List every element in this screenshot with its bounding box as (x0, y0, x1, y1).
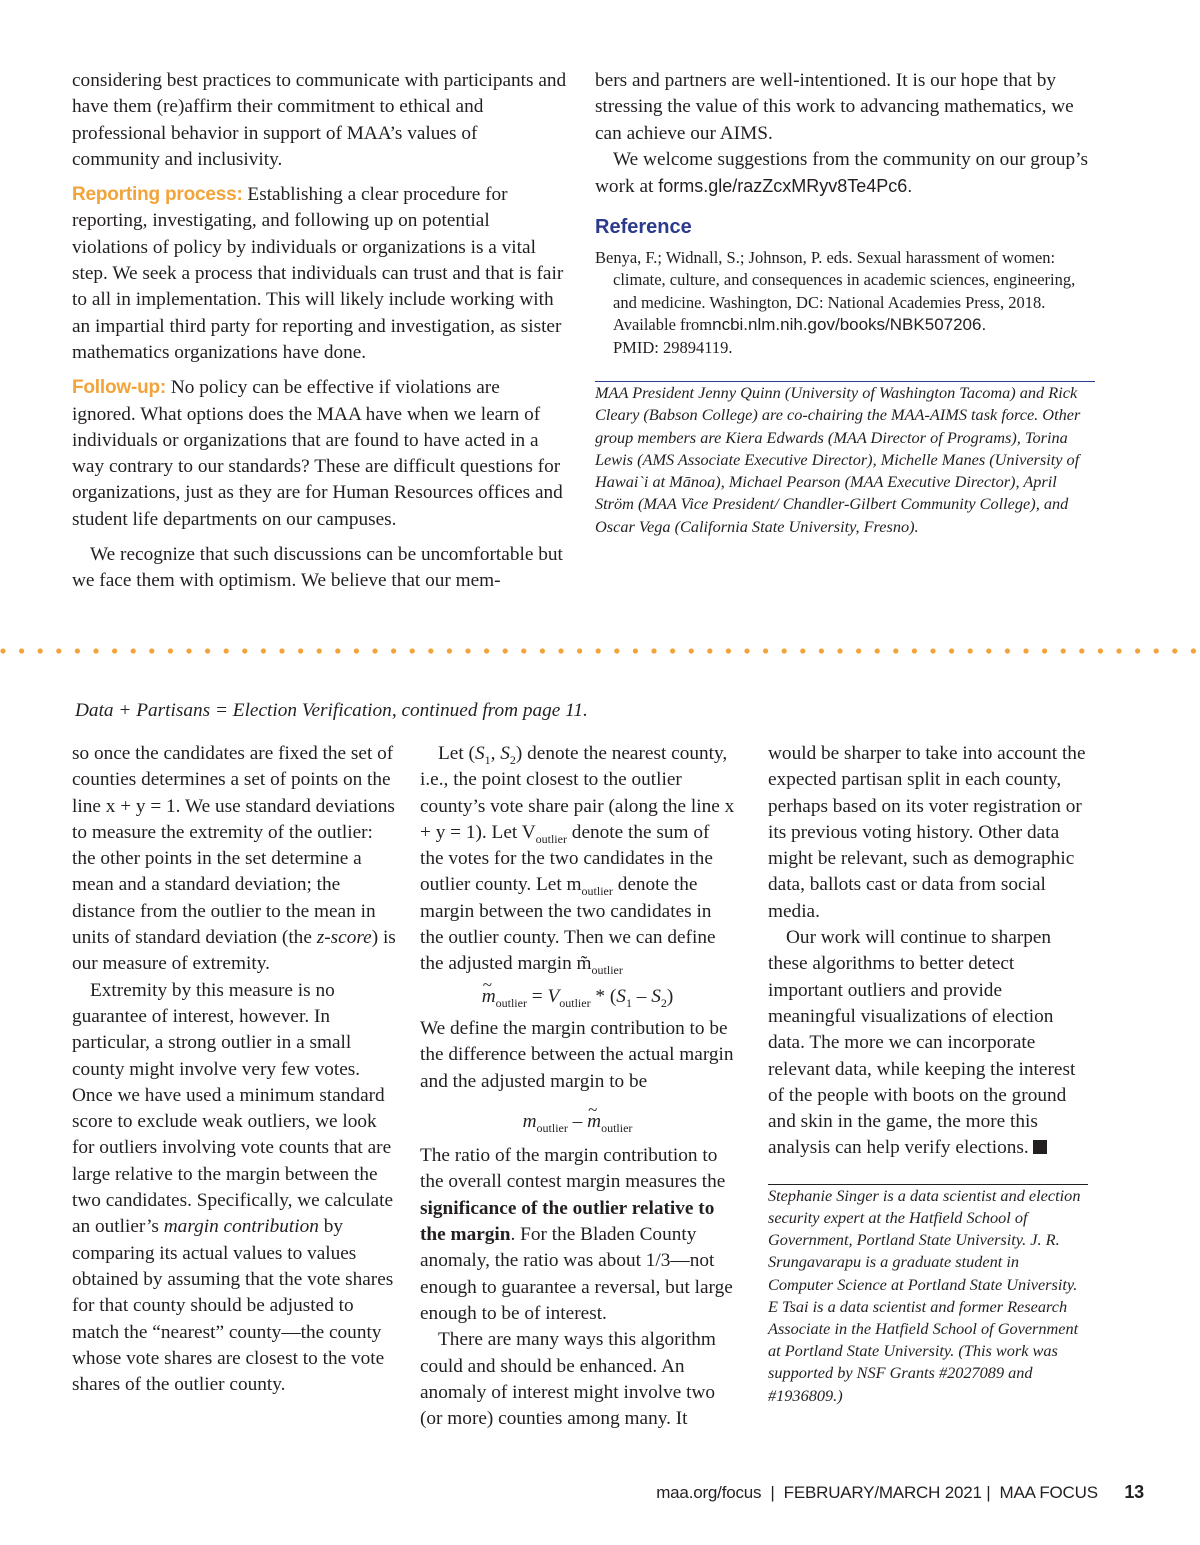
separator-dot (410, 648, 415, 653)
paragraph: bers and partners are well-intentioned. It is our hope that by stressing the value of this work to advancing mathematics, we can achieve our AIMS. (595, 70, 1074, 144)
subscript: outlier (591, 963, 623, 978)
separator-dot (800, 648, 805, 653)
top-right-column (595, 68, 1095, 538)
separator-dot (949, 648, 954, 653)
separator-dot (335, 648, 340, 653)
reference-text: Benya, F.; Widnall, S.; Johnson, P. eds. Sexual harassment of women: climate, culture, and consequences in academic sciences, engineering, and medicine. Washington, DC: National Academies Press, 2018. Available from (595, 247, 1076, 335)
separator-dot (168, 648, 173, 653)
separator-dot (1079, 648, 1084, 653)
separator-dot (503, 648, 508, 653)
z-score-term: z-score (316, 927, 372, 949)
separator-dot (968, 648, 973, 653)
paragraph-text: so once the candidates are fixed the set of counties determines a set of points on the line x + y = 1. We use standard deviations to measure the extremity of the outlier: the other points in the set determine a mean and a standard deviation; the distance from the outlier to the mean in units of standard deviation (the (72, 743, 395, 949)
separator-dot (912, 648, 917, 653)
equation-adjusted-margin: ~ $m_{outlier} = V_{outlier} * (S_1 - S_2)$ (420, 984, 735, 1010)
separator-dot (689, 648, 694, 653)
follow-up-paragraph (72, 375, 568, 533)
separator-dot (447, 648, 452, 653)
separator-dot (391, 648, 396, 653)
paragraph-text: . For the Bladen County anomaly, the ratio was about 1/3—not enough to guarantee a reversal, but large enough to be of interest. (420, 1224, 733, 1324)
bottom-column-1 (72, 741, 397, 1398)
paragraph-text: by comparing its actual values to values obtained by assuming that the vote shares for that county should be adjusted to match the “nearest” county—the county whose vote shares are closest to the vote shares of the outlier county. (72, 1216, 394, 1396)
separator-dot (521, 648, 526, 653)
reference-link[interactable]: ncbi.nlm.nih.gov/books/NBK507206. (712, 315, 987, 335)
separator-dot (372, 648, 377, 653)
paragraph-text: denote the margin between the two candidates in the outlier county. Then we can define the adjusted margin m̃ (420, 874, 716, 975)
separator-dot (875, 648, 880, 653)
separator-dot (837, 648, 842, 653)
paragraph-text: denote the sum of the votes for the two candidates in the outlier county. Let m (420, 821, 713, 896)
separator-dot (744, 648, 749, 653)
separator-dot (1023, 648, 1028, 653)
separator-dot (205, 648, 210, 653)
continued-from-line: Data + Partisans = Election Verification, continued from page 11. (75, 700, 588, 721)
separator-dot (298, 648, 303, 653)
separator-dot (38, 648, 43, 653)
separator-dot (279, 648, 284, 653)
separator-dot (651, 648, 656, 653)
separator-dot (540, 648, 545, 653)
separator-dot (1154, 648, 1159, 653)
separator-dot (224, 648, 229, 653)
reference-heading: Reference (595, 216, 692, 239)
separator-dot (726, 648, 731, 653)
paragraph: We recognize that such discussions can be uncomfortable but we face them with optimism. We believe that our mem- (72, 544, 563, 592)
separator-dot (633, 648, 638, 653)
separator-dot (1172, 648, 1177, 653)
separator-dot (782, 648, 787, 653)
separator-dot (670, 648, 675, 653)
paragraph: considering best practices to communicate with participants and have them (re)affirm their commitment to ethical and professional behavior in support of MAA’s values of community and inclusivity. (72, 70, 567, 170)
paragraph-text: Our work will continue to sharpen these algorithms to better detect important outliers and provide meaningful visualizations of election data. The more we can incorporate relevant data, while keeping the interest of the people with boots on the ground and skin in the game, the more this analysis can help verify elections. (768, 927, 1076, 1159)
paragraph (72, 741, 397, 978)
separator-dot (354, 648, 359, 653)
separator-dot (1135, 648, 1140, 653)
reporting-process-label: Reporting process: (72, 184, 243, 206)
author-bio: MAA President Jenny Quinn (University of Washington Tacoma) and Rick Cleary (Babson College) are co-chairing the MAA-AIMS task force. Other group members are Kiera Edwards (MAA Director of Programs), Torina Lewis (AMS Associate Executive Director), Michelle Manes (University of Hawai`i at Mānoa), Michael Pearson (MAA Executive Director), April Ström (MAA Vice President/ Chandler-Gilbert Community College), and Oscar Vega (California State University, Fresno). (595, 383, 1081, 536)
separator-dot (131, 648, 136, 653)
separator-dot (1098, 648, 1103, 653)
paragraph (768, 925, 1088, 1162)
separator-dot (763, 648, 768, 653)
footer-issue: FEBRUARY/MARCH 2021 (783, 1483, 982, 1502)
paragraph (72, 978, 397, 1399)
page-number: 13 (1124, 1482, 1144, 1502)
equation-margin-contribution: $m_{outlier}$ – ~ $m_{outlier}$ (420, 1109, 735, 1135)
paragraph-text: Extremity by this measure is no guarantee of interest, however. In particular, a strong outlier in a small county might involve very few votes. Once we have used a minimum standard score to exclude weak outliers, we look for outliers involving vote counts that are large relative to the margin between the two candidates. Specifically, we calculate an outlier’s (72, 979, 394, 1238)
margin-contribution-term: margin contribution (163, 1216, 319, 1238)
separator-dot (112, 648, 117, 653)
separator-dot (1116, 648, 1121, 653)
footer-magazine: MAA FOCUS (999, 1483, 1098, 1502)
separator-dot (614, 648, 619, 653)
separator-dot (819, 648, 824, 653)
suggestions-link[interactable]: forms.gle/razZcxMRyv8Te4Pc6. (658, 176, 913, 197)
separator-dot (484, 648, 489, 653)
paragraph-text: The ratio of the margin contribution to the overall contest margin measures the (420, 1145, 726, 1193)
follow-up-text: No policy can be effective if violations are ignored. What options does the MAA have when we learn of individuals or organizations that are found to have acted in a way contrary to our standards? These are difficult questions for organizations, just as they are for Human Resources offices and student life departments on our campuses. (72, 377, 563, 530)
separator-dot (75, 648, 80, 653)
separator-dot (856, 648, 861, 653)
subscript: outlier (581, 884, 613, 899)
separator-dot (986, 648, 991, 653)
separator-dot (558, 648, 563, 653)
separator-dot (242, 648, 247, 653)
separator-dot (56, 648, 61, 653)
reference-entry (595, 247, 1095, 360)
separator-dot (930, 648, 935, 653)
separator-dot (149, 648, 154, 653)
separator-dot (19, 648, 24, 653)
paragraph-text: Let (438, 743, 464, 764)
paragraph: We define the margin contribution to be the difference between the actual margin and the adjusted margin to be (420, 1017, 734, 1092)
reference-pmid: PMID: 29894119. (613, 337, 733, 357)
separator-dot (1005, 648, 1010, 653)
bold-phrase: significance of the outlier relative to the margin (420, 1197, 715, 1246)
paragraph-text: denote the nearest county, i.e., the point closest to the outlier county’s vote share pair (along the line x + y = 1). Let V (420, 743, 735, 843)
top-left-column (72, 68, 568, 595)
separator-dot (186, 648, 191, 653)
paragraph: Let ($S_1$, $S_2$) denote the nearest county, i.e., the point closest to the outlier county’s vote share pair (along the line x + y = 1). Let $V_{outlier}$ denote the sum of the votes for the two candidates in the outlier county. Let $m_{outlier}$ denote the margin between the two candidates in the outlier county. Then we can define the adjusted margin $m̃_{outlier}$ (420, 743, 735, 978)
separator-dot (317, 648, 322, 653)
separator-dot (1042, 648, 1047, 653)
page-footer: maa.org/focus | FEBRUARY/MARCH 2021 | MAA FOCUS 13 (656, 1482, 1144, 1502)
suggestions-paragraph (595, 147, 1095, 201)
separator-dot (596, 648, 601, 653)
reporting-process-paragraph (72, 182, 568, 366)
separator-dot (893, 648, 898, 653)
separator-dot (577, 648, 582, 653)
follow-up-label: Follow-up: (72, 377, 167, 399)
end-mark-icon (1033, 1140, 1047, 1154)
separator-dot (707, 648, 712, 653)
author-bio: Stephanie Singer is a data scientist and election security expert at the Hatfield School of Government, Portland State University. J. R. Srungavarapu is a graduate student in Computer Science at Portland State University. E Tsai is a data scientist and former Research Associate in the Hatfield School of Government at Portland State University. (This work was supported by NSF Grants #2027089 and #1936809.) (768, 1185, 1081, 1405)
paragraph: There are many ways this algorithm could and should be enhanced. An anomaly of interest might involve two (or more) counties among many. It (420, 1329, 716, 1430)
bottom-column-2 (420, 741, 735, 1432)
paragraph: would be sharper to take into account the expected partisan split in each county, perhaps based on its voter registration or its previous voting history. Other data might be relevant, such as demographic data, ballots cast or data from social media. (768, 743, 1086, 922)
separator-dot (261, 648, 266, 653)
dotted-separator (0, 644, 1200, 658)
paragraph-text: ) is our measure of extremity. (72, 927, 396, 975)
separator-dot (1191, 648, 1196, 653)
paragraph (420, 1143, 735, 1327)
separator-dot (465, 648, 470, 653)
separator-dot (0, 648, 5, 653)
footer-url[interactable]: maa.org/focus (656, 1483, 762, 1502)
separator-dot (93, 648, 98, 653)
reporting-process-text: Establishing a clear procedure for reporting, investigating, and following up on potential violations of policy by individuals or organizations is a vital step. We seek a process that individuals can trust and that is fair to all in implementation. This will likely include working with an impartial third party for reporting and investigation, as sister mathematics organizations have done. (72, 184, 564, 363)
subscript: outlier (535, 831, 567, 846)
suggestions-text: We welcome suggestions from the community on our group’s work at (595, 148, 1089, 198)
separator-dot (1061, 648, 1066, 653)
separator-dot (428, 648, 433, 653)
bottom-column-3 (768, 741, 1088, 1407)
